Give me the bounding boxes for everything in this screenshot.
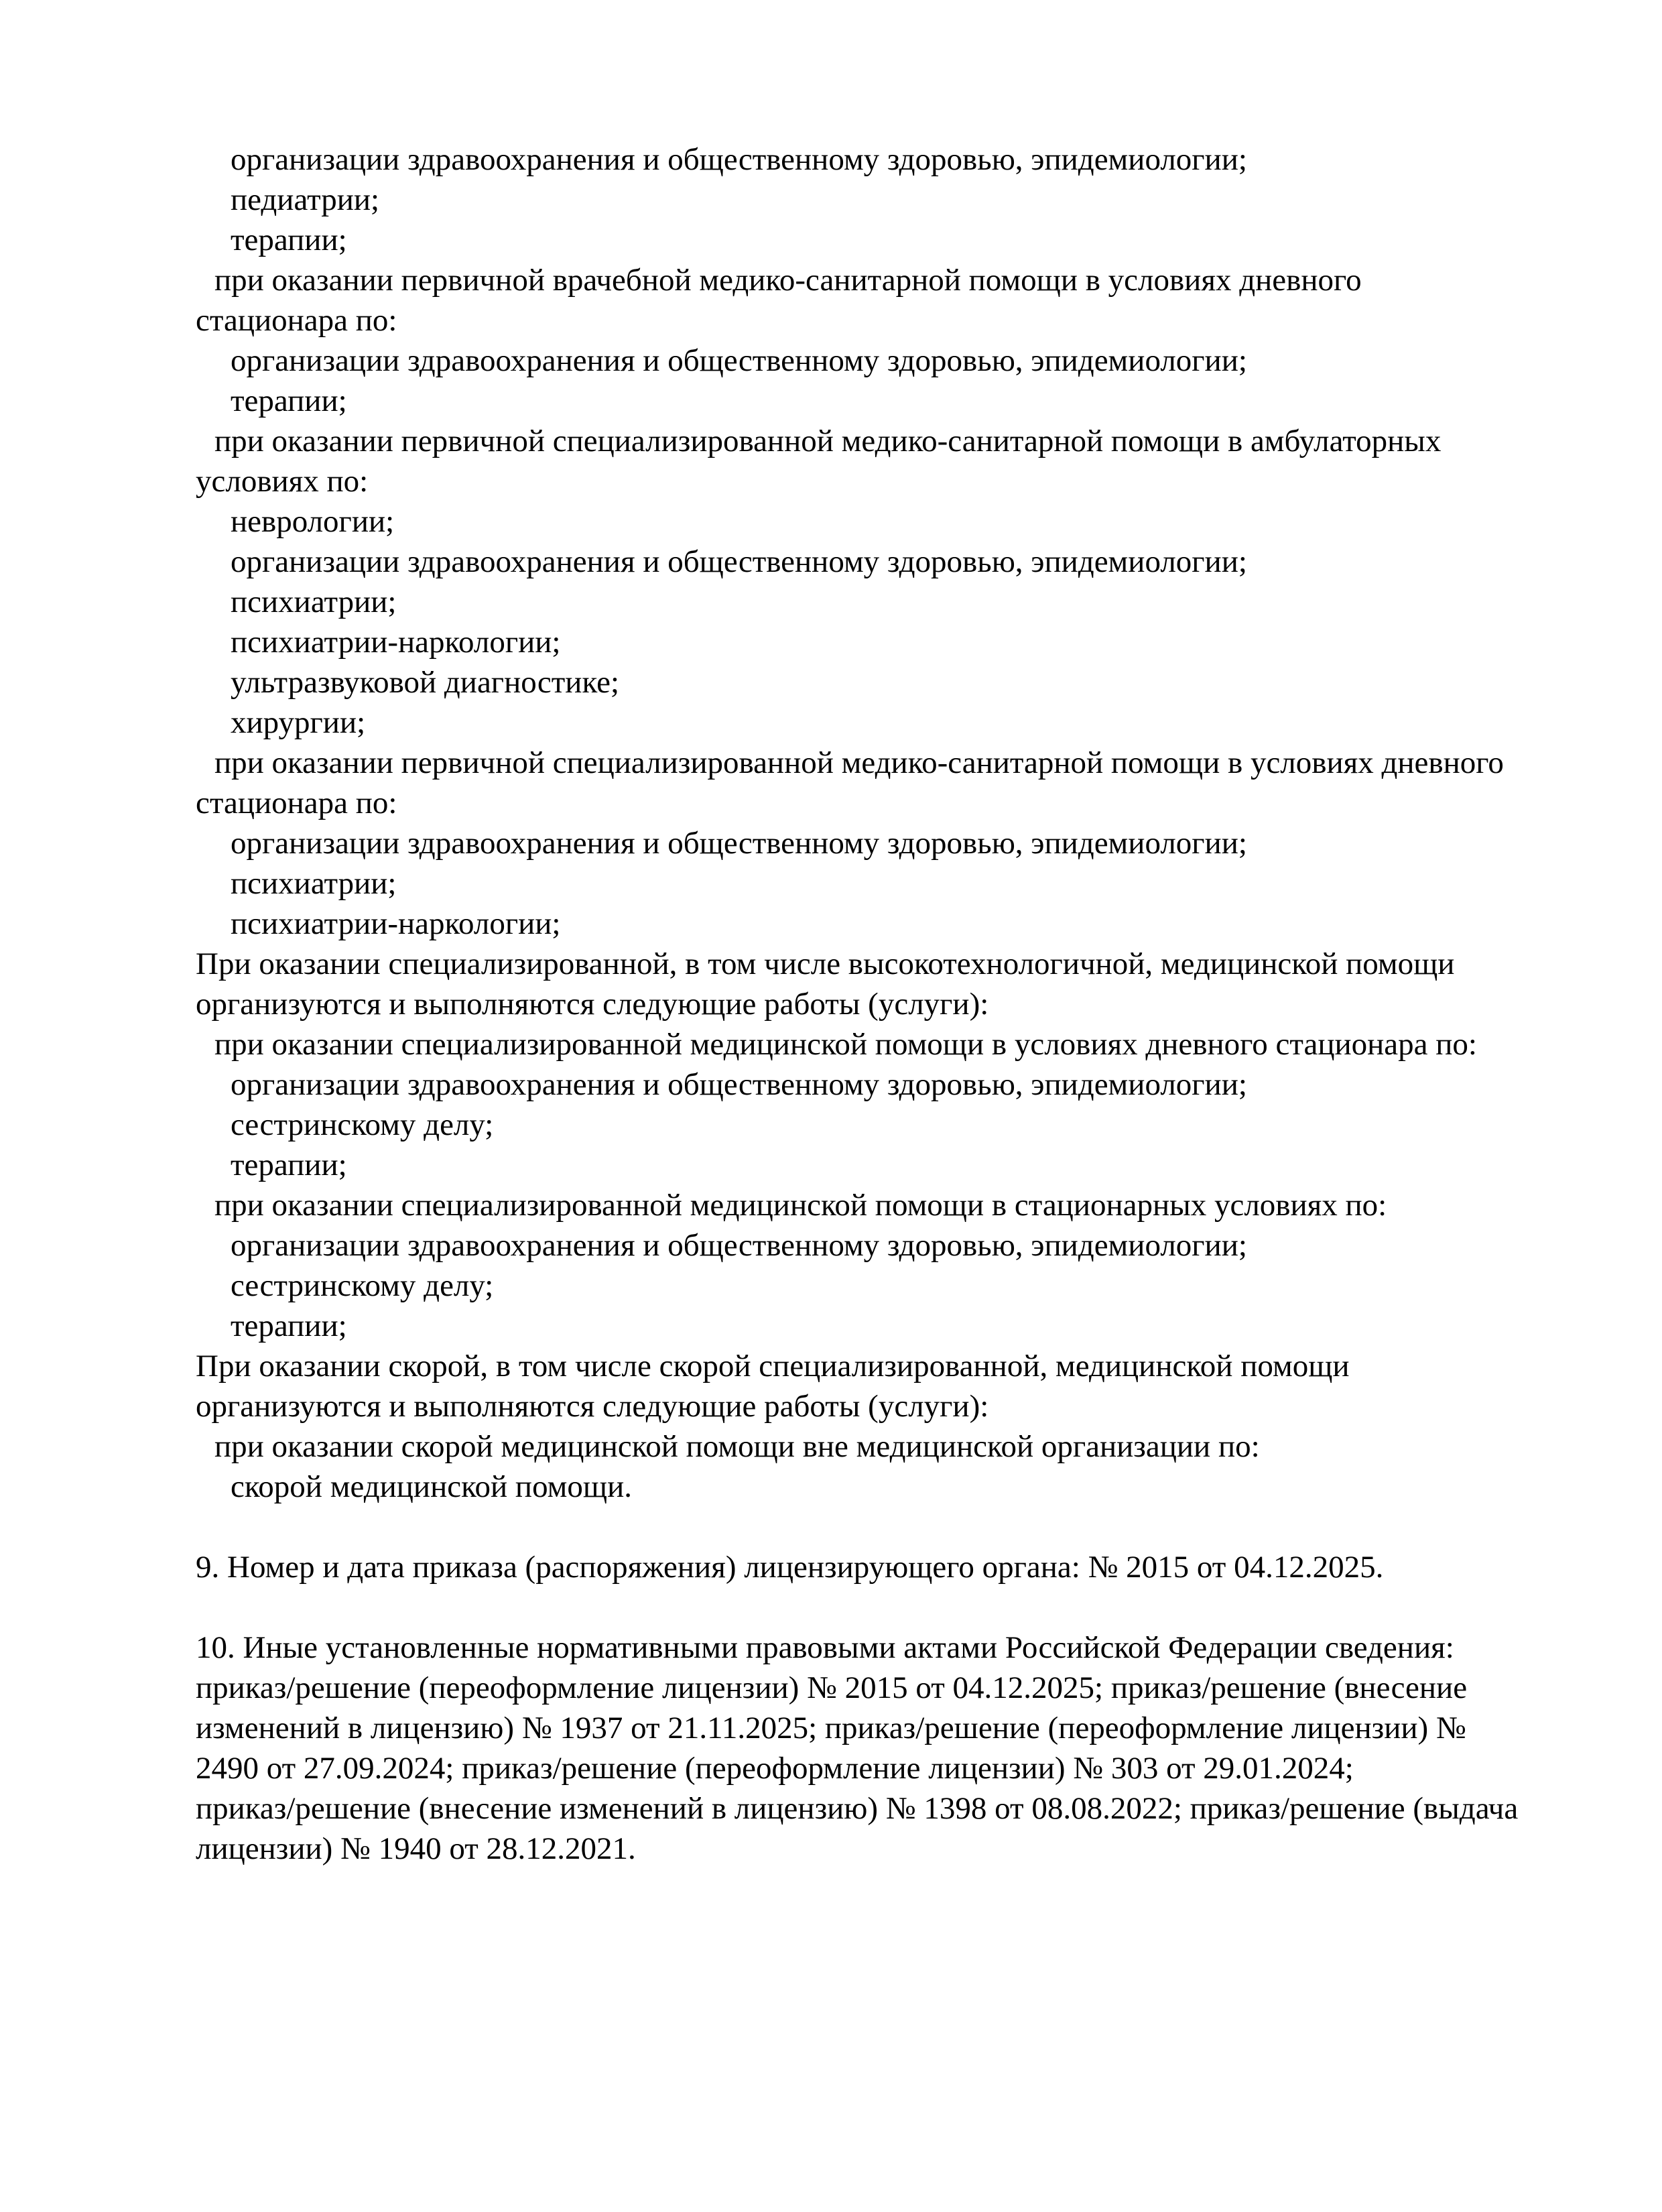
document-body — [196, 139, 1590, 1869]
text-line: организуются и выполняются следующие работы (услуги): — [196, 987, 989, 1022]
text-line: терапии; — [231, 1308, 347, 1343]
text-line: организации здравоохранения и общественному здоровью, эпидемиологии; — [231, 142, 1247, 177]
text-line: При оказании скорой, в том числе скорой специализированной, медицинской помощи — [196, 1349, 1350, 1384]
text-line: психиатрии-наркологии; — [231, 906, 561, 941]
text-line: лицензии) № 1940 от 28.12.2021. — [196, 1831, 636, 1866]
text-line: при оказании специализированной медицинской помощи в стационарных условиях по: — [214, 1188, 1387, 1223]
text-line: организации здравоохранения и общественному здоровью, эпидемиологии; — [231, 544, 1247, 579]
text-line: организации здравоохранения и общественному здоровью, эпидемиологии; — [231, 1228, 1247, 1263]
text-line: психиатрии; — [231, 866, 397, 901]
blank-line — [196, 1587, 1590, 1627]
text-line: терапии; — [231, 383, 347, 418]
text-line: стационара по: — [196, 303, 397, 338]
text-line: организации здравоохранения и общественному здоровью, эпидемиологии; — [231, 826, 1247, 861]
text-line: психиатрии-наркологии; — [231, 625, 561, 660]
text-line: скорой медицинской помощи. — [231, 1469, 633, 1504]
text-line: при оказании первичной специализированной медико-санитарной помощи в условиях дневного — [214, 745, 1504, 780]
text-line: организуются и выполняются следующие работы (услуги): — [196, 1389, 989, 1424]
text-line: При оказании специализированной, в том числе высокотехнологичной, медицинской помощи — [196, 946, 1455, 981]
text-line: при оказании скорой медицинской помощи вне медицинской организации по: — [214, 1429, 1260, 1464]
text-line: при оказании первичной врачебной медико-санитарной помощи в условиях дневного — [214, 263, 1362, 298]
text-line: организации здравоохранения и общественному здоровью, эпидемиологии; — [231, 1067, 1247, 1102]
text-line: при оказании специализированной медицинской помощи в условиях дневного стационара по: — [214, 1027, 1477, 1062]
text-line: стационара по: — [196, 786, 397, 820]
text-line: педиатрии; — [231, 182, 380, 217]
text-line: психиатрии; — [231, 585, 397, 619]
text-line: 9. Номер и дата приказа (распоряжения) лицензирующего органа: № 2015 от 04.12.2025. — [196, 1550, 1384, 1585]
text-line: хирургии; — [231, 705, 366, 740]
text-line: сестринскому делу; — [231, 1268, 494, 1303]
text-line: терапии; — [231, 223, 347, 257]
text-line: сестринскому делу; — [231, 1107, 494, 1142]
text-line: неврологии; — [231, 504, 395, 539]
text-line: 10. Иные установленные нормативными правовыми актами Российской Федерации сведения: — [196, 1630, 1454, 1665]
text-line: ультразвуковой диагностике; — [231, 665, 620, 700]
text-line: условиях по: — [196, 464, 369, 499]
text-line: приказ/решение (внесение изменений в лицензию) № 1398 от 08.08.2022; приказ/решение (выдача — [196, 1791, 1519, 1826]
text-line: организации здравоохранения и общественному здоровью, эпидемиологии; — [231, 343, 1247, 378]
text-line: приказ/решение (переоформление лицензии) № 2015 от 04.12.2025; приказ/решение (внесение — [196, 1670, 1468, 1705]
text-line: при оказании первичной специализированной медико-санитарной помощи в амбулаторных — [214, 424, 1442, 458]
text-line: 2490 от 27.09.2024; приказ/решение (переоформление лицензии) № 303 от 29.01.2024; — [196, 1751, 1354, 1786]
blank-line — [196, 1507, 1590, 1547]
text-line: терапии; — [231, 1148, 347, 1182]
text-line: изменений в лицензию) № 1937 от 21.11.2025; приказ/решение (переоформление лицензии) № — [196, 1711, 1466, 1745]
